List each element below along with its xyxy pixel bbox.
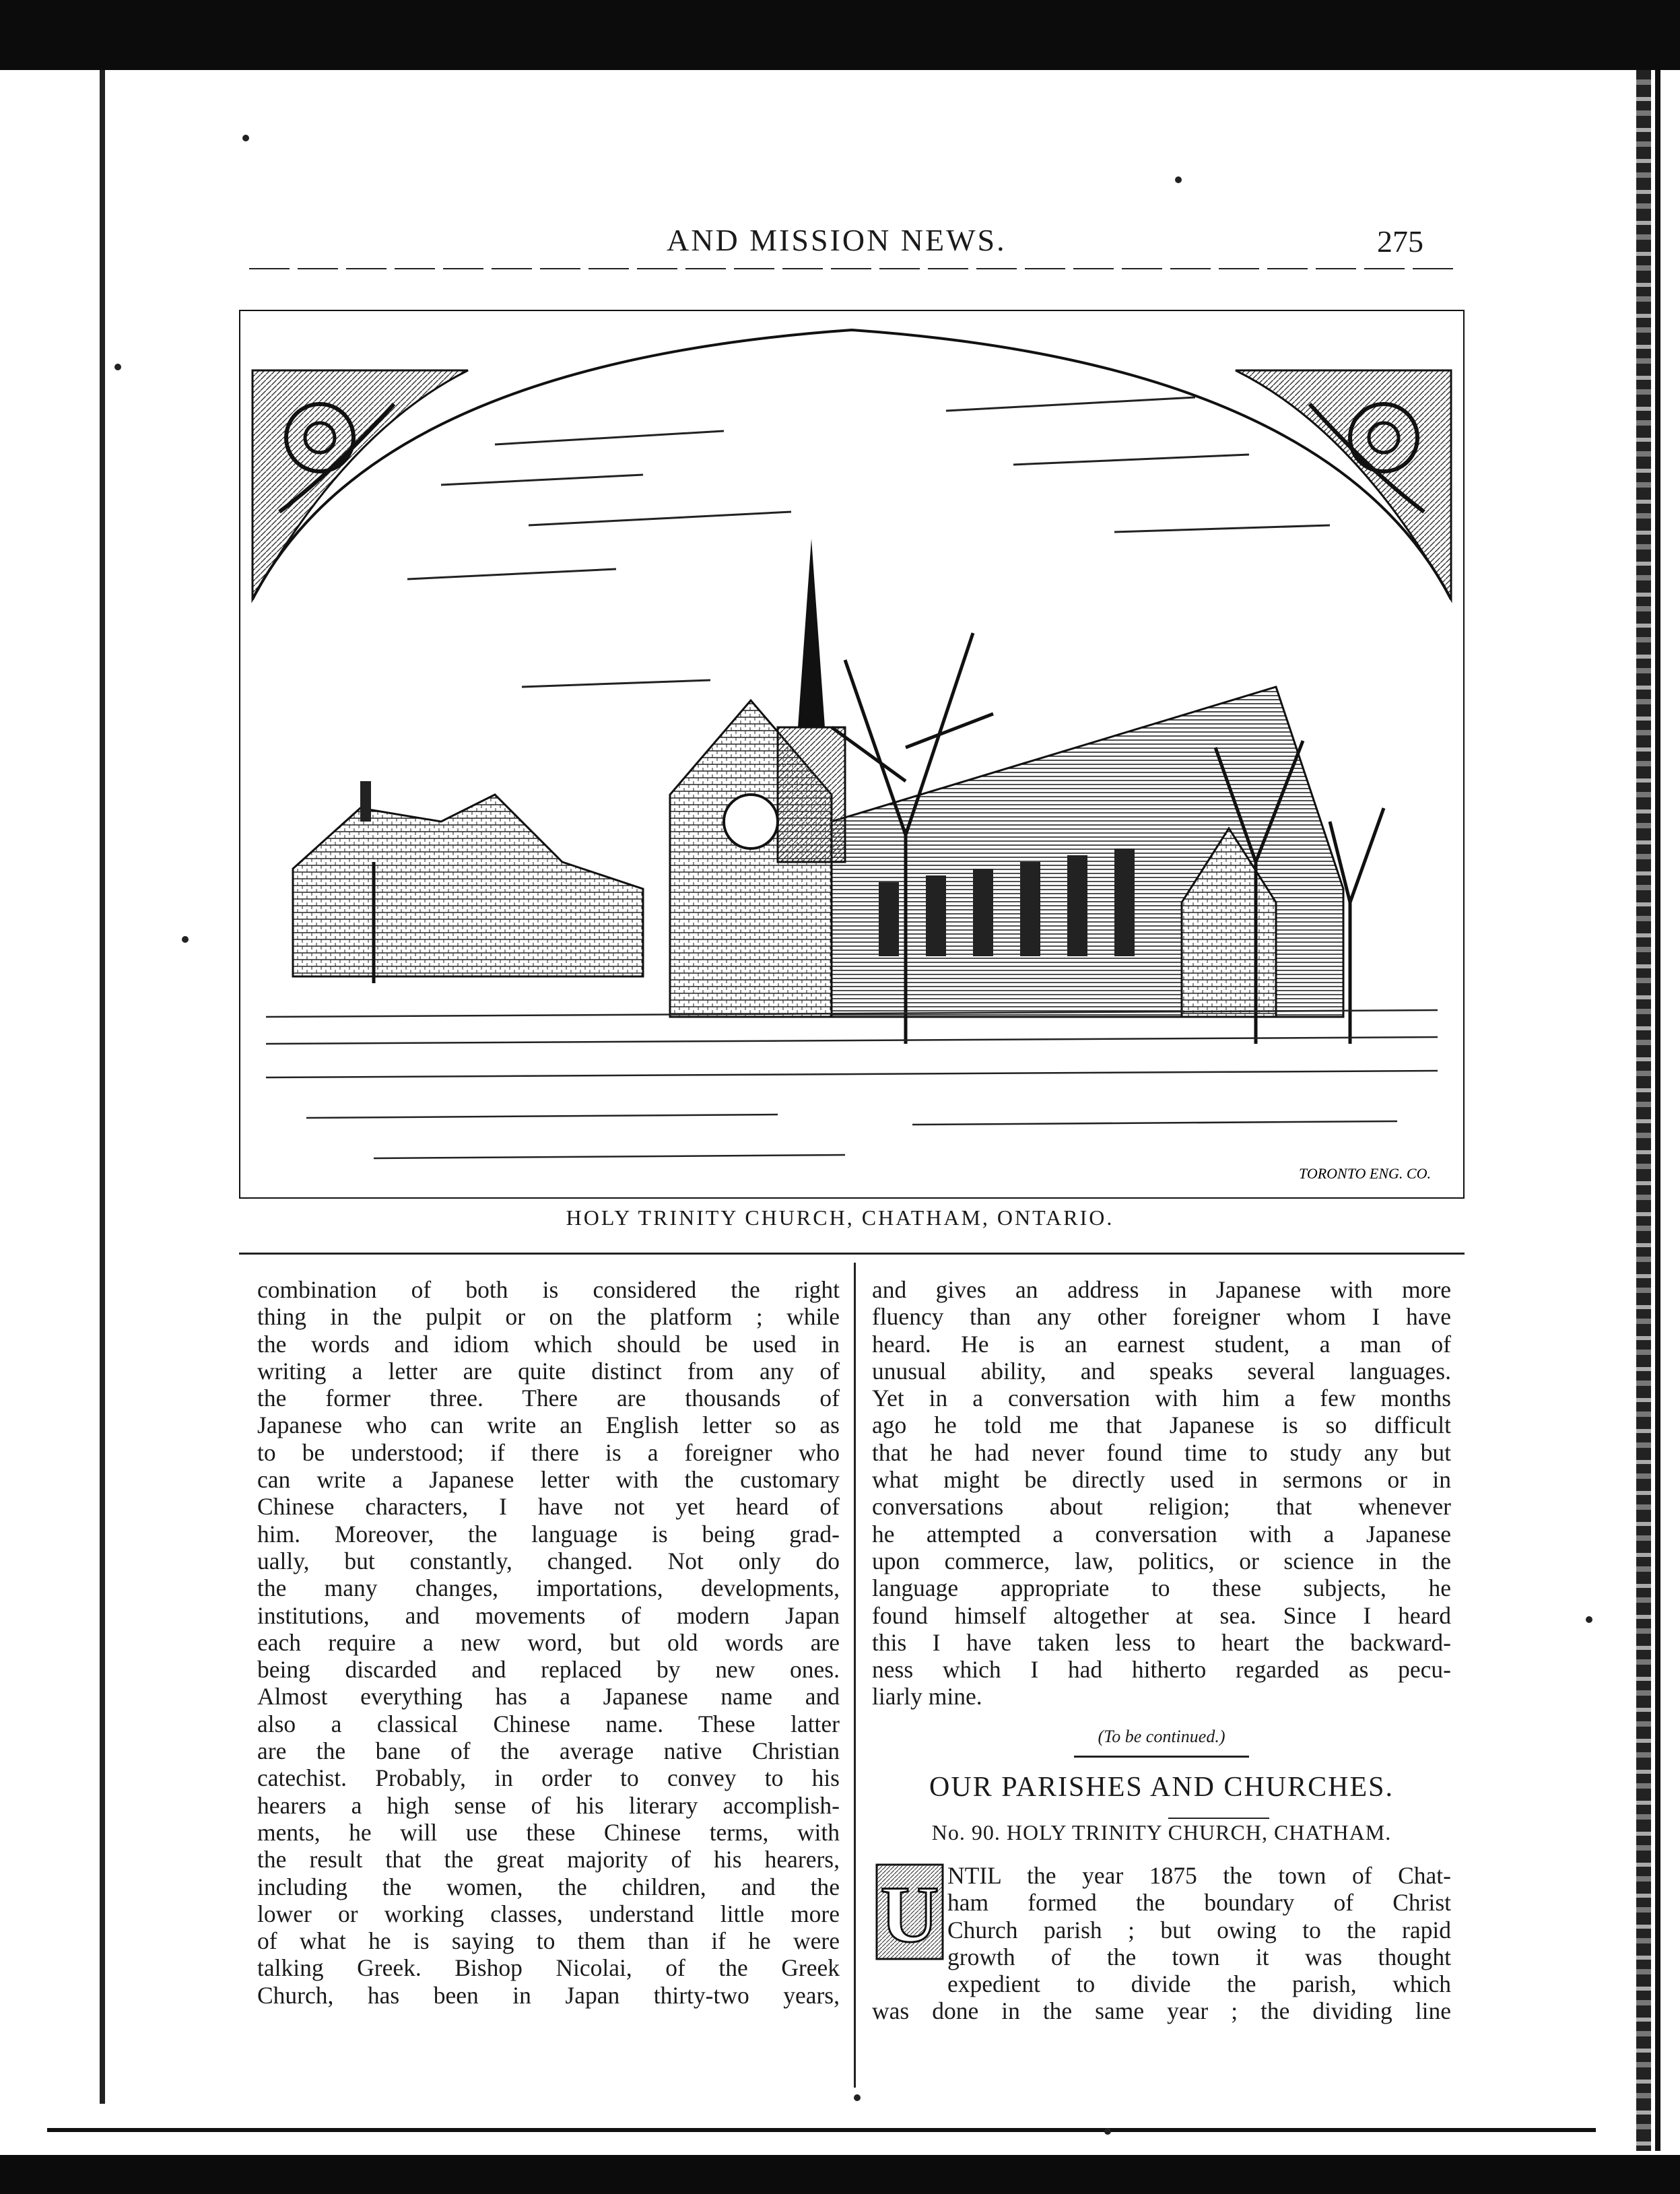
text-line: each require a new word, but old words are [257, 1628, 840, 1656]
text-line: ham formed the boundary of Christ [947, 1889, 1451, 1917]
text-line: expedient to divide the parish, which [947, 1970, 1451, 1998]
text-line: combination of both is considered the right [257, 1276, 840, 1303]
scan-left-edge [100, 70, 105, 2104]
text-line: thing in the pulpit or on the platform ; while [257, 1303, 840, 1331]
text-line: institutions, and movements of modern Japan [257, 1601, 840, 1629]
text-line: ually, but constantly, changed. Not only do [257, 1547, 840, 1574]
text-line: including the women, the children, and the [257, 1873, 840, 1900]
text-line: ness which I had hitherto regarded as pecu- [872, 1656, 1451, 1684]
text-line: catechist. Probably, in order to convey to his [257, 1764, 840, 1792]
text-line: that he had never found time to study any but [872, 1438, 1451, 1466]
text-line: NTIL the year 1875 the town of Chat- [947, 1862, 1451, 1889]
text-line: of what he is saying to them than if he were [257, 1927, 840, 1955]
speck [1104, 2128, 1111, 2135]
speck [1175, 176, 1182, 183]
caption-rule [239, 1253, 1465, 1255]
page-number: 275 [1377, 224, 1423, 259]
to-be-continued-note: (To be continued.) [1098, 1727, 1225, 1746]
section-subtitle: No. 90. HOLY TRINITY CHURCH, CHATHAM. [931, 1820, 1392, 1844]
text-line: heard. He is an earnest student, a man of [872, 1330, 1451, 1358]
text-line: growth of the town it was thought [947, 1943, 1451, 1970]
text-line: Church, has been in Japan thirty-two years, [257, 1981, 840, 2009]
right-column-text [872, 1276, 1451, 1710]
text-line: the words and idiom which should be used in [257, 1330, 840, 1358]
text-line: he attempted a conversation with a Japanese [872, 1520, 1451, 1548]
text-line: unusual ability, and speaks several languages. [872, 1357, 1451, 1385]
text-line: language appropriate to these subjects, he [872, 1574, 1451, 1602]
scan-right-edge [1655, 70, 1660, 2151]
section-title-rule [1168, 1818, 1269, 1819]
text-line: talking Greek. Bishop Nicolai, of the Greek [257, 1954, 840, 1982]
text-line: found himself altogether at sea. Since I heard [872, 1601, 1451, 1629]
header-rule [249, 268, 1454, 269]
text-line: upon commerce, law, politics, or science in the [872, 1547, 1451, 1574]
engraver-signature: TORONTO ENG. CO. [1298, 1165, 1431, 1182]
text-line: Almost everything has a Japanese name and [257, 1683, 840, 1710]
scan-bottom-border [0, 2155, 1680, 2194]
text-line: Chinese characters, I have not yet heard of [257, 1493, 840, 1521]
scan-right-border [1636, 70, 1651, 2151]
text-line: lower or working classes, understand little more [257, 1900, 840, 1927]
speck [182, 936, 189, 943]
scan-bottom-line [47, 2128, 1596, 2132]
text-line: the result that the great majority of his hearers, [257, 1846, 840, 1873]
drop-cap-letter: U [880, 1869, 939, 1959]
text-line: ments, he will use these Chinese terms, with [257, 1818, 840, 1846]
text-line: writing a letter are quite distinct from any of [257, 1357, 840, 1385]
text-line: the many changes, importations, developments, [257, 1574, 840, 1602]
text-line: can write a Japanese letter with the customary [257, 1466, 840, 1494]
text-line: the former three. There are thousands of [257, 1385, 840, 1412]
text-line: Church parish ; but owing to the rapid [947, 1916, 1451, 1943]
text-line: and gives an address in Japanese with more [872, 1276, 1451, 1303]
section-body-text [872, 1862, 1451, 2025]
speck [854, 2094, 861, 2101]
text-line: fluency than any other foreigner whom I have [872, 1303, 1451, 1331]
text-line: liarly mine. [872, 1683, 982, 1710]
text-line: him. Moreover, the language is being grad- [257, 1520, 840, 1548]
text-line: to be understood; if there is a foreigner who [257, 1438, 840, 1466]
text-line: Japanese who can write an English letter so as [257, 1411, 840, 1439]
text-line: also a classical Chinese name. These latter [257, 1710, 840, 1737]
section-title: OUR PARISHES AND CHURCHES. [929, 1772, 1394, 1803]
column-divider [854, 1263, 856, 2088]
text-line: was done in the same year ; the dividing line [872, 1997, 1451, 2025]
church-engraving-icon [239, 310, 1465, 1199]
scan-top-border [0, 0, 1680, 70]
text-line: ago he told me that Japanese is so difficult [872, 1411, 1451, 1439]
section-rule [1074, 1756, 1249, 1758]
text-line: being discarded and replaced by new ones. [257, 1656, 840, 1684]
illustration-caption: HOLY TRINITY CHURCH, CHATHAM, ONTARIO. [566, 1205, 1114, 1230]
left-column-text [257, 1276, 840, 2009]
text-line: hearers a high sense of his literary accomplish- [257, 1791, 840, 1819]
text-line: this I have taken less to heart the backward- [872, 1628, 1451, 1656]
speck [242, 135, 249, 141]
speck [1586, 1616, 1592, 1623]
text-line: are the bane of the average native Christian [257, 1737, 840, 1765]
text-line: what might be directly used in sermons or in [872, 1466, 1451, 1494]
running-title: AND MISSION NEWS. [667, 223, 1007, 257]
text-line: conversations about religion; that whenever [872, 1493, 1451, 1521]
text-line: Yet in a conversation with him a few months [872, 1385, 1451, 1412]
speck [114, 364, 121, 370]
